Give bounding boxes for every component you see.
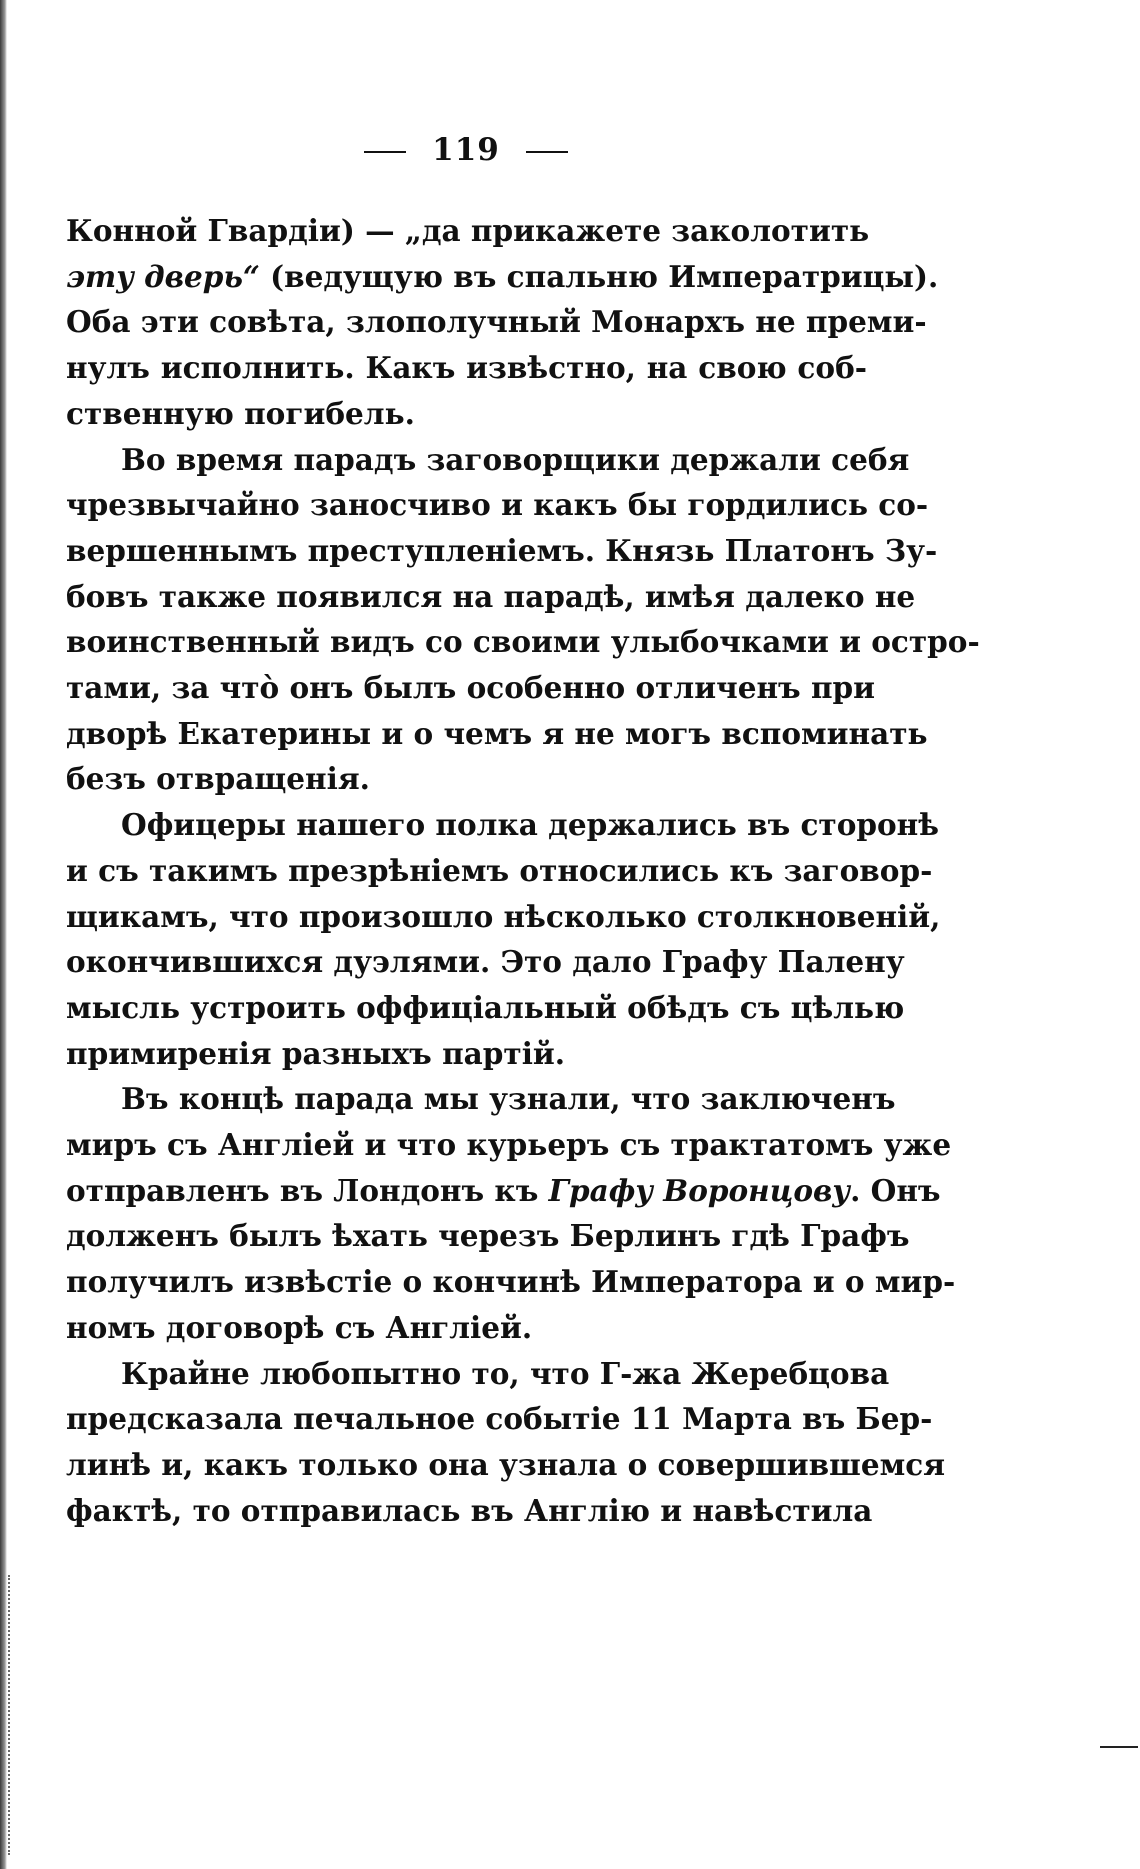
italic-text: Графу Воронцову bbox=[548, 1172, 851, 1208]
paragraph bbox=[66, 208, 939, 437]
paragraph bbox=[66, 1351, 946, 1534]
paragraph bbox=[66, 802, 941, 1076]
text-line: нулъ исполнить. Какъ извѣстно, на свою соб- bbox=[66, 350, 867, 386]
text-line: вершеннымъ преступленіемъ. Князь Платонъ Зу- bbox=[66, 532, 938, 568]
page-number: 119 bbox=[432, 132, 500, 168]
paragraph bbox=[66, 437, 980, 803]
text-line: и съ такимъ презрѣніемъ относились къ заговор- bbox=[66, 852, 933, 888]
paragraph bbox=[66, 1076, 956, 1350]
text-line: долженъ былъ ѣхать черезъ Берлинъ гдѣ Графъ bbox=[66, 1218, 910, 1254]
text-line: миръ съ Англіей и что курьеръ съ трактатомъ уже bbox=[66, 1127, 952, 1163]
text-line: примиренія разныхъ партій. bbox=[66, 1035, 566, 1071]
text-line bbox=[66, 1168, 941, 1214]
italic-text: эту дверь“ bbox=[66, 258, 260, 294]
text-line: Крайне любопытно то, что Г-жа Жеребцова bbox=[121, 1355, 890, 1391]
text-line: дворѣ Екатерины и о чемъ я не могъ вспоминать bbox=[66, 715, 928, 751]
text-line: Конной Гвардіи) — „да прикажете заколотить bbox=[66, 213, 870, 248]
text-line: тами, за что̀ онъ былъ особенно отличенъ при bbox=[66, 670, 876, 706]
text-line: ственную погибель. bbox=[66, 395, 415, 431]
text-line: безъ отвращенія. bbox=[66, 761, 370, 797]
page-number-header bbox=[66, 132, 866, 168]
body-text bbox=[66, 208, 980, 1533]
text-line: щикамъ, что произошло нѣсколько столкновеній, bbox=[66, 898, 941, 934]
text-line: линѣ и, какъ только она узнала о совершившемся bbox=[66, 1446, 946, 1482]
text-line: Во время парадъ заговорщики держали себя bbox=[121, 441, 910, 477]
text-span: отправленъ въ Лондонъ къ bbox=[66, 1172, 549, 1208]
text-line: бовъ также появился на парадѣ, имѣя далеко не bbox=[66, 578, 916, 614]
text-line: окончившихся дуэлями. Это дало Графу Палену bbox=[66, 944, 905, 980]
text-line: Въ концѣ парада мы узнали, что заключенъ bbox=[121, 1081, 896, 1117]
text-line: Офицеры нашего полка держались въ сторонѣ bbox=[121, 807, 940, 843]
text-span: (ведущую въ спальню Императрицы). bbox=[259, 258, 939, 294]
page-number-dash-right bbox=[526, 151, 568, 153]
text-line: предсказала печальное событіе 11 Марта въ Бер- bbox=[66, 1401, 933, 1437]
page-number-dash-left bbox=[364, 151, 406, 153]
text-line: мысль устроить оффиціальный обѣдъ съ цѣлью bbox=[66, 989, 905, 1025]
page-binding-edge bbox=[0, 0, 7, 1869]
text-line: чрезвычайно заносчиво и какъ бы гордились со- bbox=[66, 487, 929, 523]
text-line: получилъ извѣстіе о кончинѣ Императора и о мир- bbox=[66, 1264, 956, 1300]
binding-marks bbox=[8, 1575, 12, 1855]
text-line: фактѣ, то отправилась въ Англію и навѣстила bbox=[66, 1492, 873, 1528]
text-span: . Онъ bbox=[850, 1172, 941, 1208]
text-line: воинственный видъ со своими улыбочками и остро- bbox=[66, 624, 980, 660]
margin-rule bbox=[1100, 1746, 1138, 1748]
text-line: номъ договорѣ съ Англіей. bbox=[66, 1309, 533, 1345]
text-line bbox=[66, 254, 939, 300]
text-line: Оба эти совѣта, злополучный Монархъ не преми- bbox=[66, 304, 927, 340]
